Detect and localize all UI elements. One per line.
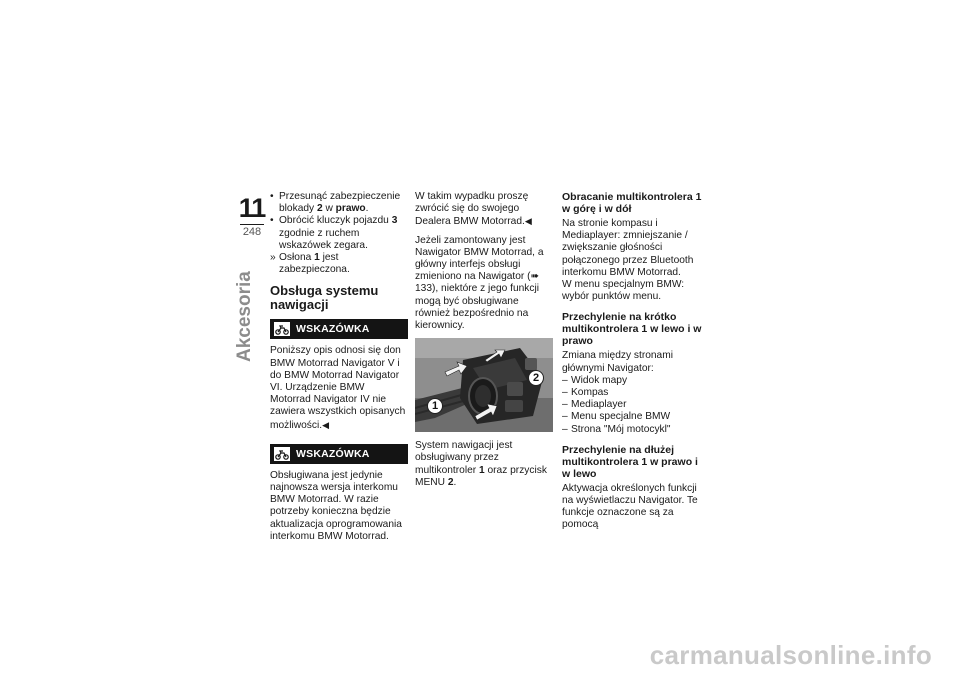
step-result: » Osłona 1 jest zabezpieczona. xyxy=(270,252,350,276)
handlebar-control-photo xyxy=(415,338,553,432)
note-label: WSKAZÓWKA xyxy=(296,447,370,460)
column-1 xyxy=(270,191,408,549)
step-list xyxy=(270,191,408,252)
subheading: Przechylenie na dłużej multikontrolera 1 w prawo i w lewo xyxy=(562,443,698,480)
list-item: – Menu specjalne BMW xyxy=(562,411,702,423)
section-title-vertical xyxy=(234,262,262,362)
paragraph: W menu specjalnym BMW: wybór punktów menu. xyxy=(562,279,685,303)
motorcycle-note-icon xyxy=(274,447,290,461)
paragraph: Na stronie kompasu i Mediaplayer: zmniejszanie / zwiększanie głośności połączonego przez Bluetooth interkomu BMW Motorrad. xyxy=(562,218,694,278)
paragraph: System nawigacji jest obsługiwany przez multikontroler 1 oraz przycisk MENU 2. xyxy=(415,440,547,488)
column-3 xyxy=(562,191,702,538)
note-header xyxy=(270,319,408,339)
note-label: WSKAZÓWKA xyxy=(296,323,370,336)
callout-1: 1 xyxy=(427,398,443,414)
end-marker: ◀ xyxy=(524,216,532,227)
motorcycle-note-icon xyxy=(274,322,290,336)
paragraph: Jeżeli zamontowany jest Nawigator BMW Motorrad, a główny interfejs obsługi zmieniono na Nawigator (➠ 133), niektóre z jego funkcji mogą być obsługiwane również bezpośrednio na kierownicy. xyxy=(415,234,544,332)
paragraph: Zmiana między stronami głównymi Navigator: xyxy=(562,350,673,374)
paragraph: Aktywacja określonych funkcji na wyświetlaczu Navigator. Te funkcje oznaczone są za pomocą xyxy=(562,482,698,531)
list-item: – Widok mapy xyxy=(562,375,702,387)
note-text: Obsługiwana jest jedynie najnowsza wersja interkomu BMW Motorrad. W razie potrzeby konieczna będzie aktualizacja oprogramowania interkomu BMW Motorrad. xyxy=(270,469,402,542)
result-marker: » xyxy=(270,252,276,264)
page-ref-arrow-icon: ➠ xyxy=(530,271,540,283)
list-item: – Kompas xyxy=(562,387,702,399)
step-item: • Przesunąć zabezpieczenie blokady 2 w prawo. xyxy=(270,191,408,215)
subheading: Przechylenie na krótko multikontrolera 1 w lewo i w prawo xyxy=(562,311,702,348)
paragraph: W takim wypadku proszę zwrócić się do swojego Dealera BMW Motorrad.◀ xyxy=(415,191,532,228)
note-header xyxy=(270,444,408,464)
chapter-number: 11 xyxy=(238,193,266,223)
watermark: carmanualsonline.info xyxy=(649,640,932,670)
list-item: – Mediaplayer xyxy=(562,399,702,411)
list-item: – Strona "Mój motocykl" xyxy=(562,424,702,436)
step-item: • Obrócić kluczyk pojazdu 3 zgodnie z ruchem wskazówek zegara. xyxy=(270,215,408,252)
chapter-divider xyxy=(240,224,264,225)
note-text: Poniższy opis odnosi się don BMW Motorrad Navigator V i do BMW Motorrad Navigator VI. Urządzenie BMW Motorrad Navigator IV nie zawiera wszystkich opisanych możliwości.◀ xyxy=(270,345,406,431)
subheading: Obracanie multikontrolera 1 w górę i w dół xyxy=(562,191,702,215)
section-heading: Obsługa systemu nawigacji xyxy=(270,283,379,313)
page-number: 248 xyxy=(242,226,262,238)
section-title: Akcesoria xyxy=(234,271,255,362)
page-reference: 133) xyxy=(415,283,436,295)
page-list xyxy=(562,375,702,436)
end-marker: ◀ xyxy=(322,419,329,430)
column-2 xyxy=(415,191,553,495)
callout-2: 2 xyxy=(528,370,544,386)
